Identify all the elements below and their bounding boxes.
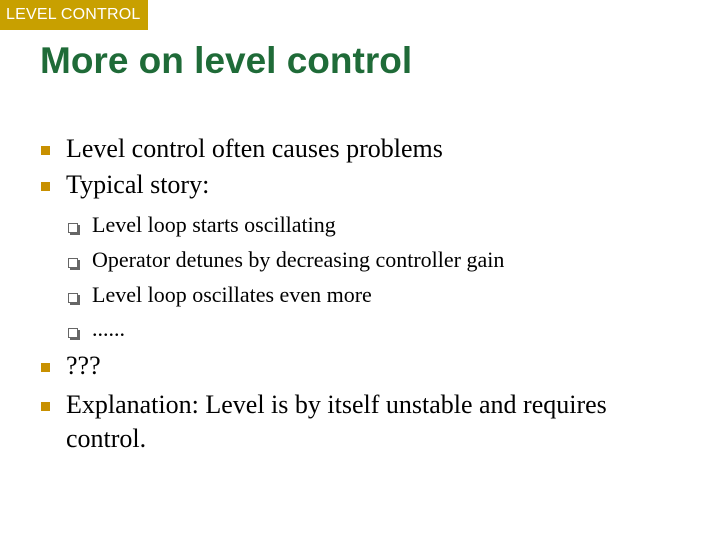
- bullet-item: Explanation: Level is by itself unstable and requires: [66, 390, 607, 419]
- square-bullet-icon: [41, 146, 50, 155]
- square-bullet-icon: [41, 402, 50, 411]
- box-bullet-icon: [68, 223, 78, 233]
- sub-bullet-item: ......: [92, 316, 125, 341]
- section-tag-label: LEVEL CONTROL: [6, 6, 141, 23]
- square-bullet-icon: [41, 182, 50, 191]
- box-bullet-icon: [68, 328, 78, 338]
- bullet-item-continuation: control.: [66, 424, 147, 453]
- square-bullet-icon: [41, 363, 50, 372]
- section-tag: [0, 0, 148, 30]
- bullet-item: Level control often causes problems: [66, 134, 443, 163]
- bullet-item: Typical story:: [66, 170, 210, 199]
- sub-bullet-item: Level loop starts oscillating: [92, 212, 336, 237]
- bullet-item: ???: [66, 351, 101, 380]
- slide-title: More on level control: [40, 40, 413, 81]
- sub-bullet-item: Operator detunes by decreasing controller gain: [92, 247, 505, 272]
- box-bullet-icon: [68, 293, 78, 303]
- sub-bullet-item: Level loop oscillates even more: [92, 282, 372, 307]
- box-bullet-icon: [68, 258, 78, 268]
